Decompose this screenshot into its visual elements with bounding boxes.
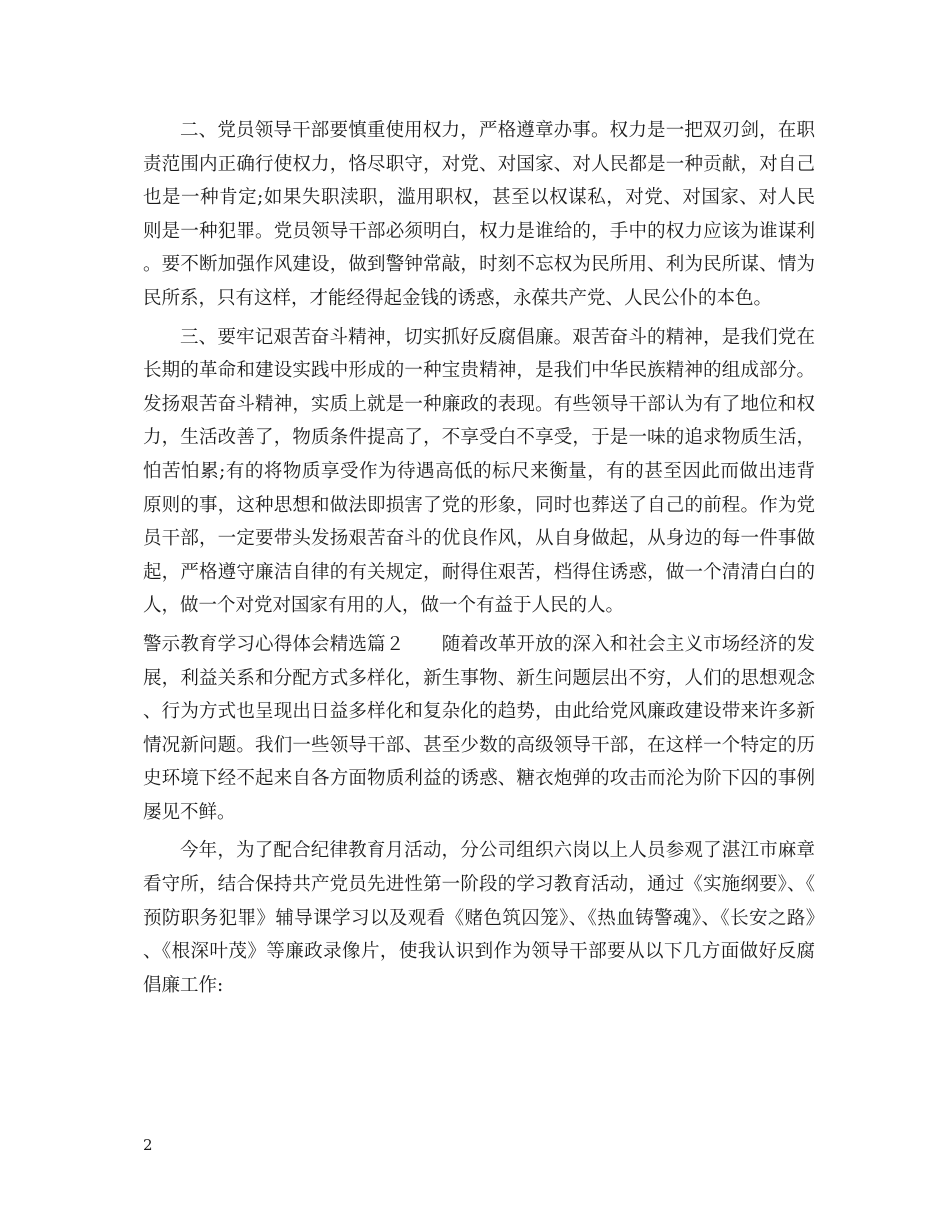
paragraph-power: 二、党员领导干部要慎重使用权力，严格遵章办事。权力是一把双刃剑，在职责范围内正确行使权力，恪尽职守，对党、对国家、对人民都是一种贡献，对自己也是一种肯定;如果失职渎职，滥用职权，甚至以权谋私，对党、对国家、对人民则是一种犯罪。党员领导干部必须明白，权力是谁给的，手中的权力应该为谁谋利。要不断加强作风建设，做到警钟常敲，时刻不忘权为民所用、利为民所谋、情为民所系，只有这样，才能经得起金钱的诱惑，永葆共产党、人民公仆的本色。: [143, 120, 815, 309]
paragraph-section-2-intro: 警示教育学习心得体会精选篇２ 随着改革开放的深入和社会主义市场经济的发展，利益关系和分配方式多样化，新生事物、新生问题层出不穷，人们的思想观念、行为方式也呈现出日益多样化和复杂化的趋势，由此给党风廉政建设带来许多新情况新问题。我们一些领导干部、甚至少数的高级领导干部，在这样一个特定的历史环境下经不起来自各方面物质利益的诱惑、糖衣炮弹的攻击而沦为阶下囚的事例屡见不鲜。: [143, 633, 815, 823]
paragraph-this-year: 今年，为了配合纪律教育月活动，分公司组织六岗以上人员参观了湛江市麻章看守所，结合保持共产党员先进性第一阶段的学习教育活动，通过《实施纲要》、《预防职务犯罪》辅导课学习以及观看《赌色筑囚笼》、《热血铸警魂》、《长安之路》、《根深叶茂》等廉政录像片，使我认识到作为领导干部要从以下几方面做好反腐倡廉工作:: [143, 840, 815, 996]
paragraph-hard-work: 三、要牢记艰苦奋斗精神，切实抓好反腐倡廉。艰苦奋斗的精神，是我们党在长期的革命和建设实践中形成的一种宝贵精神，是我们中华民族精神的组成部分。发扬艰苦奋斗精神，实质上就是一种廉政的表现。有些领导干部认为有了地位和权力，生活改善了，物质条件提高了，不享受白不享受，于是一味的追求物质生活，怕苦怕累;有的将物质享受作为待遇高低的标尺来衡量，有的甚至因此而做出违背原则的事，这种思想和做法即损害了党的形象，同时也葬送了自己的前程。作为党员干部，一定要带头发扬艰苦奋斗的优良作风，从自身做起，从身边的每一件事做起，严格遵守廉洁自律的有关规定，耐得住艰苦，档得住诱惑，做一个清清白白的人，做一个对党对国家有用的人，做一个有益于人民的人。: [143, 326, 815, 617]
document-body: [143, 114, 815, 1002]
page-number: 2: [143, 1136, 153, 1154]
